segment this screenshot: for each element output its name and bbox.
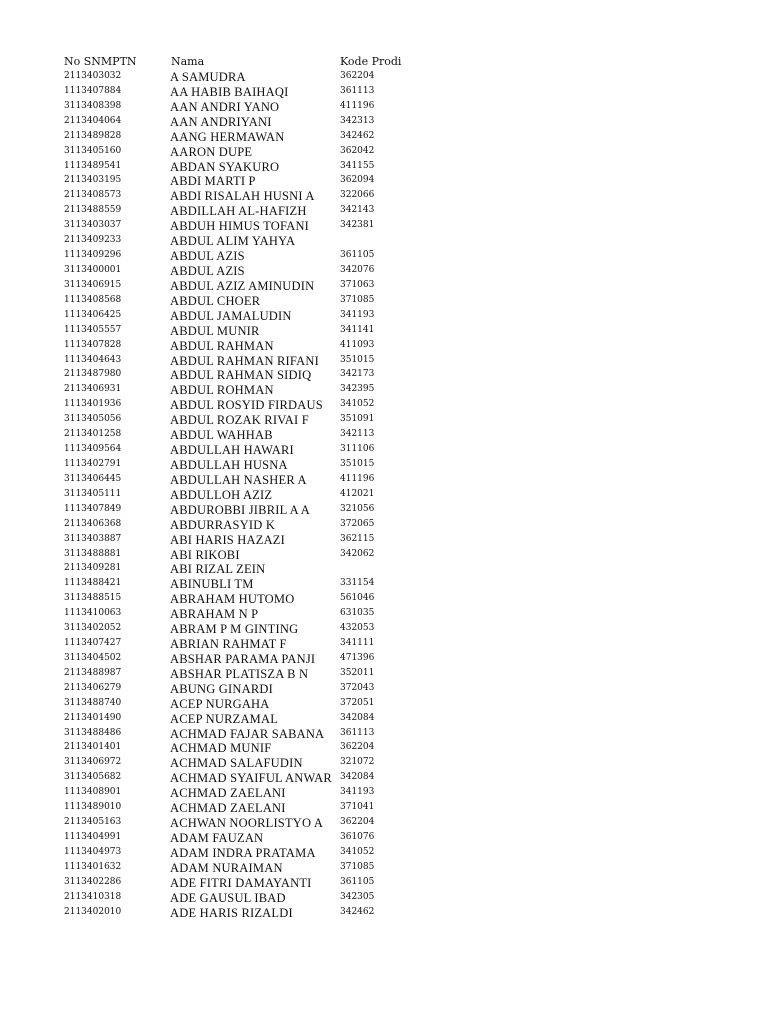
cell-kode-prodi: 351091 (340, 414, 375, 425)
table-row (0, 726, 768, 741)
cell-kode-prodi: 341193 (340, 787, 375, 798)
cell-nama: ABDULLAH HUSNA (170, 457, 288, 472)
cell-nama: ABINUBLI TM (170, 577, 254, 592)
cell-nama: ABDUL RAHMAN RIFANI (170, 353, 319, 368)
cell-nama: ABI RIKOBI (170, 547, 240, 562)
cell-no-snmptn: 1113407828 (64, 339, 122, 350)
table-row (0, 159, 768, 174)
cell-nama: ABDUL JAMALUDIN (170, 308, 292, 323)
cell-nama: ABSHAR PARAMA PANJI (170, 651, 316, 666)
table-row (0, 696, 768, 711)
cell-nama: ACHMAD SALAFUDIN (170, 756, 303, 771)
table-row (0, 576, 768, 591)
cell-no-snmptn: 3113406445 (64, 473, 122, 484)
cell-kode-prodi: 561046 (340, 593, 375, 604)
table-row (0, 651, 768, 666)
table-row (0, 323, 768, 338)
cell-nama: ABDUL RAHMAN (170, 338, 274, 353)
cell-no-snmptn: 3113488740 (64, 697, 122, 708)
cell-kode-prodi: 411196 (340, 473, 375, 484)
table-row (0, 517, 768, 532)
header-nama: Nama (171, 55, 205, 68)
cell-nama: ACHMAD FAJAR SABANA (170, 726, 325, 741)
cell-no-snmptn: 2113404064 (64, 115, 122, 126)
table-row (0, 69, 768, 84)
cell-no-snmptn: 1113407884 (64, 85, 122, 96)
table-row (0, 681, 768, 696)
cell-kode-prodi: 342076 (340, 264, 375, 275)
cell-nama: ABDUL CHOER (170, 293, 261, 308)
table-row (0, 860, 768, 875)
cell-kode-prodi: 361105 (340, 250, 375, 261)
table-row (0, 412, 768, 427)
cell-nama: ABDUL AZIS (170, 249, 245, 264)
cell-nama: ABDULLOH AZIZ (170, 487, 273, 502)
cell-nama: ABDI MARTI P (170, 174, 256, 189)
cell-nama: ABUNG GINARDI (170, 681, 273, 696)
cell-kode-prodi: 371041 (340, 802, 375, 813)
table-row (0, 532, 768, 547)
cell-nama: ABRAHAM HUTOMO (170, 592, 295, 607)
cell-nama: ABRIAN RAHMAT F (170, 637, 287, 652)
cell-kode-prodi: 351015 (340, 354, 375, 365)
table-row (0, 457, 768, 472)
cell-no-snmptn: 2113410318 (64, 891, 122, 902)
table-row (0, 606, 768, 621)
table-row (0, 218, 768, 233)
cell-nama: ABRAM P M GINTING (170, 622, 299, 637)
cell-kode-prodi: 342462 (340, 906, 375, 917)
cell-no-snmptn: 1113401632 (64, 861, 122, 872)
cell-kode-prodi: 342084 (340, 712, 375, 723)
cell-nama: ABDUL AZIS (170, 263, 245, 278)
cell-no-snmptn: 3113405111 (64, 488, 122, 499)
cell-no-snmptn: 1113409296 (64, 250, 122, 261)
cell-nama: ABDUL ROZAK RIVAI F (170, 413, 309, 428)
cell-kode-prodi: 341052 (340, 399, 375, 410)
table-row (0, 233, 768, 248)
cell-nama: ACEP NURGAHA (170, 696, 270, 711)
cell-no-snmptn: 2113487980 (64, 369, 122, 380)
table-row (0, 800, 768, 815)
table-row (0, 636, 768, 651)
cell-nama: ABDUL WAHHAB (170, 428, 273, 443)
cell-nama: ABI HARIS HAZAZI (170, 532, 285, 547)
table-row (0, 173, 768, 188)
cell-kode-prodi: 322066 (340, 190, 375, 201)
table-row (0, 502, 768, 517)
cell-nama: ABDURRASYID K (170, 517, 276, 532)
table-row (0, 905, 768, 920)
table-row (0, 353, 768, 368)
header-kode-prodi: Kode Prodi (340, 55, 402, 68)
cell-nama: AAN ANDRI YANO (170, 99, 280, 114)
cell-nama: ABDUROBBI JIBRIL A A (170, 502, 311, 517)
table-row (0, 875, 768, 890)
table-row (0, 830, 768, 845)
cell-no-snmptn: 3113488486 (64, 727, 122, 738)
cell-no-snmptn: 3113405682 (64, 772, 122, 783)
cell-kode-prodi: 351015 (340, 458, 375, 469)
cell-no-snmptn: 1113406425 (64, 309, 122, 320)
cell-kode-prodi: 411093 (340, 339, 375, 350)
cell-no-snmptn: 1113401936 (64, 399, 122, 410)
cell-nama: ABDUL AZIZ AMINUDIN (170, 278, 315, 293)
table-row (0, 382, 768, 397)
cell-no-snmptn: 2113401490 (64, 712, 122, 723)
cell-no-snmptn: 2113409233 (64, 235, 122, 246)
table-row (0, 144, 768, 159)
cell-no-snmptn: 2113402010 (64, 906, 122, 917)
cell-nama: ACHMAD SYAIFUL ANWAR (170, 771, 332, 786)
cell-no-snmptn: 1113402791 (64, 458, 122, 469)
cell-kode-prodi: 371085 (340, 861, 375, 872)
table-row (0, 263, 768, 278)
table-row (0, 203, 768, 218)
cell-kode-prodi: 362115 (340, 533, 375, 544)
cell-no-snmptn: 1113489010 (64, 802, 122, 813)
cell-nama: ABDILLAH AL-HAFIZH (170, 204, 307, 219)
cell-kode-prodi: 412021 (340, 488, 375, 499)
table-row (0, 711, 768, 726)
cell-no-snmptn: 2113406279 (64, 682, 122, 693)
table-row (0, 397, 768, 412)
cell-nama: ADE GAUSUL IBAD (170, 890, 286, 905)
cell-nama: ABSHAR PLATISZA B N (170, 666, 309, 681)
cell-nama: ABDUL ALIM YAHYA (170, 234, 296, 249)
table-row (0, 278, 768, 293)
cell-nama: ABRAHAM N P (170, 607, 259, 622)
cell-no-snmptn: 3113403887 (64, 533, 122, 544)
cell-no-snmptn: 1113404973 (64, 846, 122, 857)
cell-no-snmptn: 2113403195 (64, 175, 122, 186)
table-row (0, 338, 768, 353)
cell-kode-prodi: 471396 (340, 652, 375, 663)
cell-nama: ABDULLAH NASHER A (170, 472, 307, 487)
cell-no-snmptn: 2113488559 (64, 205, 122, 216)
cell-no-snmptn: 1113408568 (64, 294, 122, 305)
table-row (0, 84, 768, 99)
cell-kode-prodi: 371085 (340, 294, 375, 305)
cell-kode-prodi: 341155 (340, 160, 375, 171)
table-row (0, 666, 768, 681)
cell-no-snmptn: 3113488881 (64, 548, 122, 559)
table-row (0, 740, 768, 755)
cell-kode-prodi: 341052 (340, 846, 375, 857)
table-row (0, 308, 768, 323)
cell-no-snmptn: 1113404991 (64, 832, 122, 843)
cell-kode-prodi: 342143 (340, 205, 375, 216)
cell-nama: ADAM FAUZAN (170, 831, 264, 846)
cell-kode-prodi: 342395 (340, 384, 375, 395)
header-no-snmptn: No SNMPTN (64, 55, 137, 68)
cell-no-snmptn: 1113489541 (64, 160, 122, 171)
cell-no-snmptn: 2113406931 (64, 384, 122, 395)
table-row (0, 621, 768, 636)
table-row (0, 442, 768, 457)
cell-nama: ABDUL ROSYID FIRDAUS (170, 398, 323, 413)
cell-kode-prodi: 362204 (340, 742, 375, 753)
cell-no-snmptn: 3113400001 (64, 264, 122, 275)
cell-nama: ABDUH HIMUS TOFANI (170, 219, 310, 234)
cell-kode-prodi: 411196 (340, 100, 375, 111)
cell-no-snmptn: 3113488515 (64, 593, 122, 604)
cell-kode-prodi: 341193 (340, 309, 375, 320)
cell-kode-prodi: 321056 (340, 503, 375, 514)
cell-kode-prodi: 371063 (340, 279, 375, 290)
table-row (0, 890, 768, 905)
cell-no-snmptn: 1113408901 (64, 787, 122, 798)
cell-nama: AAN ANDRIYANI (170, 114, 272, 129)
table-row (0, 755, 768, 770)
cell-kode-prodi: 342084 (340, 772, 375, 783)
cell-nama: AARON DUPE (170, 144, 253, 159)
cell-kode-prodi: 342113 (340, 429, 375, 440)
cell-kode-prodi: 372051 (340, 697, 375, 708)
cell-nama: ACEP NURZAMAL (170, 711, 279, 726)
table-row (0, 487, 768, 502)
cell-no-snmptn: 2113401401 (64, 742, 122, 753)
cell-kode-prodi: 341141 (340, 324, 375, 335)
cell-kode-prodi: 321072 (340, 757, 375, 768)
cell-nama: AANG HERMAWAN (170, 129, 285, 144)
cell-nama: ABDUL ROHMAN (170, 383, 274, 398)
cell-nama: ADAM NURAIMAN (170, 860, 283, 875)
cell-kode-prodi: 361076 (340, 832, 375, 843)
cell-nama: AA HABIB BAIHAQI (170, 84, 289, 99)
cell-nama: ABDUL MUNIR (170, 323, 260, 338)
table-row (0, 561, 768, 576)
cell-kode-prodi: 342462 (340, 130, 375, 141)
cell-kode-prodi: 432053 (340, 623, 375, 634)
cell-no-snmptn: 2113403032 (64, 71, 122, 81)
cell-no-snmptn: 1113405557 (64, 324, 122, 335)
cell-no-snmptn: 3113405056 (64, 414, 122, 425)
cell-no-snmptn: 3113404502 (64, 652, 122, 663)
cell-no-snmptn: 3113406972 (64, 757, 122, 768)
cell-kode-prodi: 362094 (340, 175, 375, 186)
cell-kode-prodi: 352011 (340, 667, 375, 678)
cell-kode-prodi: 341111 (340, 638, 375, 649)
cell-no-snmptn: 1113407427 (64, 638, 122, 649)
cell-no-snmptn: 1113410063 (64, 608, 122, 619)
cell-kode-prodi: 372065 (340, 518, 375, 529)
cell-nama: ACHMAD ZAELANI (170, 786, 286, 801)
table-row (0, 815, 768, 830)
table-row (0, 427, 768, 442)
cell-kode-prodi: 372043 (340, 682, 375, 693)
table-row (0, 785, 768, 800)
cell-nama: A SAMUDRA (170, 70, 246, 84)
table-row (0, 591, 768, 606)
table-row (0, 188, 768, 203)
cell-kode-prodi: 631035 (340, 608, 375, 619)
cell-kode-prodi: 342305 (340, 891, 375, 902)
table-body (0, 69, 768, 920)
cell-no-snmptn: 2113489828 (64, 130, 122, 141)
cell-nama: ABDAN SYAKURO (170, 159, 280, 174)
cell-kode-prodi: 342062 (340, 548, 375, 559)
cell-nama: ADE HARIS RIZALDI (170, 905, 293, 920)
cell-nama: ABDULLAH HAWARI (170, 443, 294, 458)
cell-kode-prodi: 361113 (340, 85, 375, 96)
cell-no-snmptn: 1113488421 (64, 578, 122, 589)
cell-nama: ADAM INDRA PRATAMA (170, 845, 316, 860)
table-row (0, 770, 768, 785)
cell-nama: ABI RIZAL ZEIN (170, 562, 266, 577)
cell-kode-prodi: 311106 (340, 444, 375, 455)
cell-no-snmptn: 2113409281 (64, 563, 122, 574)
cell-kode-prodi: 362204 (340, 817, 375, 828)
table-row (0, 99, 768, 114)
table-row (0, 129, 768, 144)
table-row (0, 248, 768, 263)
table-row (0, 293, 768, 308)
table-row (0, 845, 768, 860)
cell-nama: ACHWAN NOORLISTYO A (170, 816, 324, 831)
cell-no-snmptn: 3113405160 (64, 145, 122, 156)
table-row (0, 547, 768, 562)
cell-kode-prodi: 362204 (340, 71, 375, 81)
cell-kode-prodi: 342381 (340, 220, 375, 231)
cell-no-snmptn: 3113402286 (64, 876, 122, 887)
cell-no-snmptn: 2113408573 (64, 190, 122, 201)
cell-kode-prodi: 362042 (340, 145, 375, 156)
cell-no-snmptn: 2113488987 (64, 667, 122, 678)
cell-kode-prodi: 342313 (340, 115, 375, 126)
table-row (0, 114, 768, 129)
cell-no-snmptn: 3113403037 (64, 220, 122, 231)
cell-kode-prodi: 361113 (340, 727, 375, 738)
cell-nama: ADE FITRI DAMAYANTI (170, 875, 312, 890)
cell-no-snmptn: 1113409564 (64, 444, 122, 455)
cell-nama: ACHMAD ZAELANI (170, 801, 286, 816)
cell-nama: ACHMAD MUNIF (170, 741, 272, 756)
cell-no-snmptn: 2113406368 (64, 518, 122, 529)
cell-kode-prodi: 342173 (340, 369, 375, 380)
cell-no-snmptn: 3113406915 (64, 279, 122, 290)
table-row (0, 367, 768, 382)
cell-no-snmptn: 1113407849 (64, 503, 122, 514)
cell-kode-prodi: 331154 (340, 578, 375, 589)
cell-no-snmptn: 3113402052 (64, 623, 122, 634)
table-row (0, 472, 768, 487)
cell-no-snmptn: 2113405163 (64, 817, 122, 828)
cell-no-snmptn: 1113404643 (64, 354, 122, 365)
cell-no-snmptn: 2113401258 (64, 429, 122, 440)
cell-kode-prodi: 361105 (340, 876, 375, 887)
cell-nama: ABDUL RAHMAN SIDIQ (170, 368, 312, 383)
cell-nama: ABDI RISALAH HUSNI A (170, 189, 315, 204)
cell-no-snmptn: 3113408398 (64, 100, 122, 111)
